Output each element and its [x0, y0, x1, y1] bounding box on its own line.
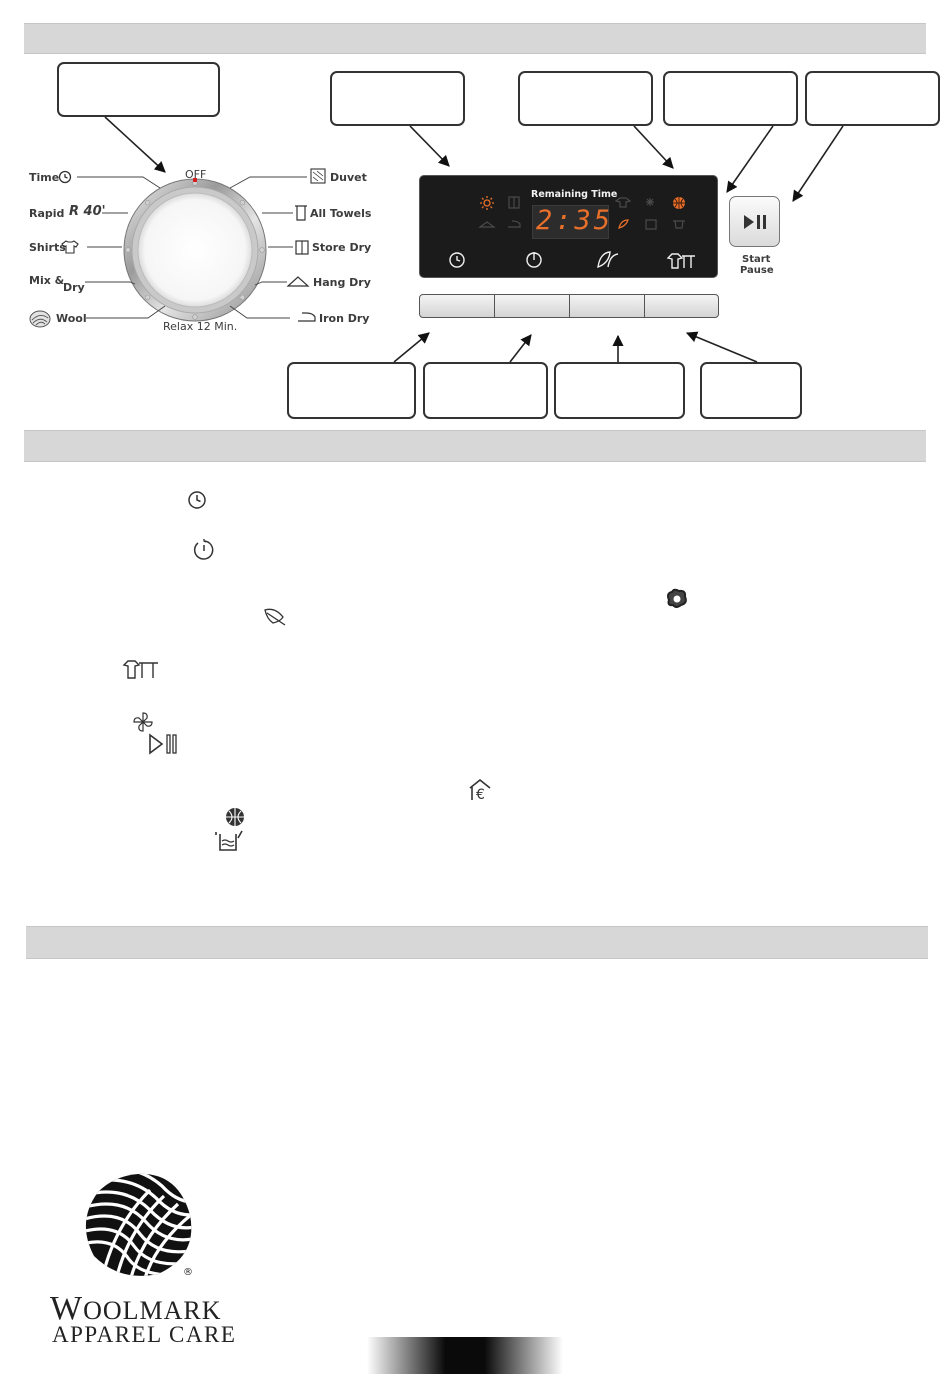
- shirt-icon: [61, 240, 79, 254]
- fan-icon: [132, 711, 154, 733]
- dial-off-label: OFF: [185, 168, 207, 181]
- control-panel: [419, 175, 718, 278]
- pause-label: Pause: [740, 265, 774, 276]
- program-all-towels-label: All Towels: [310, 207, 372, 220]
- woolmark-brand-name: WOOLMARK: [50, 1290, 222, 1327]
- clock-icon: [58, 170, 72, 184]
- clock-icon: [187, 490, 207, 510]
- iron-dry-shirt-icon: [124, 658, 160, 680]
- panel-button-4[interactable]: [644, 294, 719, 318]
- drum-clean-icon: [224, 806, 246, 828]
- svg-text:€: €: [476, 787, 485, 803]
- woolmark-rest: OOLMARK: [83, 1296, 222, 1325]
- page-number-tab: [367, 1337, 563, 1374]
- program-time-label: Time: [29, 171, 60, 184]
- program-hang-dry-label: Hang Dry: [313, 276, 371, 289]
- section-header-band-3: [26, 926, 928, 959]
- time-digits: 2:35: [536, 205, 614, 236]
- program-store-dry-label: Store Dry: [312, 241, 372, 254]
- play-pause-icon: [743, 214, 769, 230]
- program-mix-label: Mix &: [29, 274, 65, 287]
- cotton-icon: [665, 588, 689, 610]
- program-rapid-r40-label: R 40': [69, 204, 106, 219]
- towel-icon: [294, 205, 308, 221]
- program-iron-dry-label: Iron Dry: [319, 312, 370, 325]
- panel-button-2[interactable]: [494, 294, 570, 318]
- start-pause-button[interactable]: [729, 196, 780, 247]
- program-shirts-label: Shirts: [29, 241, 66, 254]
- program-rapid-label: Rapid: [29, 207, 65, 220]
- dial-relax-label: Relax 12 Min.: [163, 320, 238, 333]
- program-wool-label: Wool: [56, 312, 87, 325]
- program-duvet-label: Duvet: [330, 171, 367, 184]
- woolmark-registered: ®: [183, 1267, 193, 1278]
- duvet-icon: [310, 168, 326, 184]
- woolmark-logo: [80, 1170, 196, 1280]
- play-pause-icon: [149, 734, 179, 754]
- water-tank-icon: [214, 830, 244, 852]
- start-label: Start: [742, 254, 771, 265]
- delay-timer-icon: [192, 539, 216, 561]
- eco-home-icon: [468, 778, 494, 802]
- panel-button-3[interactable]: [569, 294, 645, 318]
- program-mix-dry-label: Dry: [63, 281, 85, 294]
- feather-icon: [261, 605, 289, 627]
- iron-icon: [296, 311, 316, 323]
- wool-icon: [29, 310, 51, 328]
- woolmark-apparel-care: APPAREL CARE: [52, 1322, 237, 1347]
- hanger-icon: [287, 276, 309, 288]
- display-title: Remaining Time: [531, 189, 618, 200]
- indicator-leds: [420, 176, 719, 279]
- panel-button-1[interactable]: [419, 294, 495, 318]
- wardrobe-icon: [295, 240, 309, 255]
